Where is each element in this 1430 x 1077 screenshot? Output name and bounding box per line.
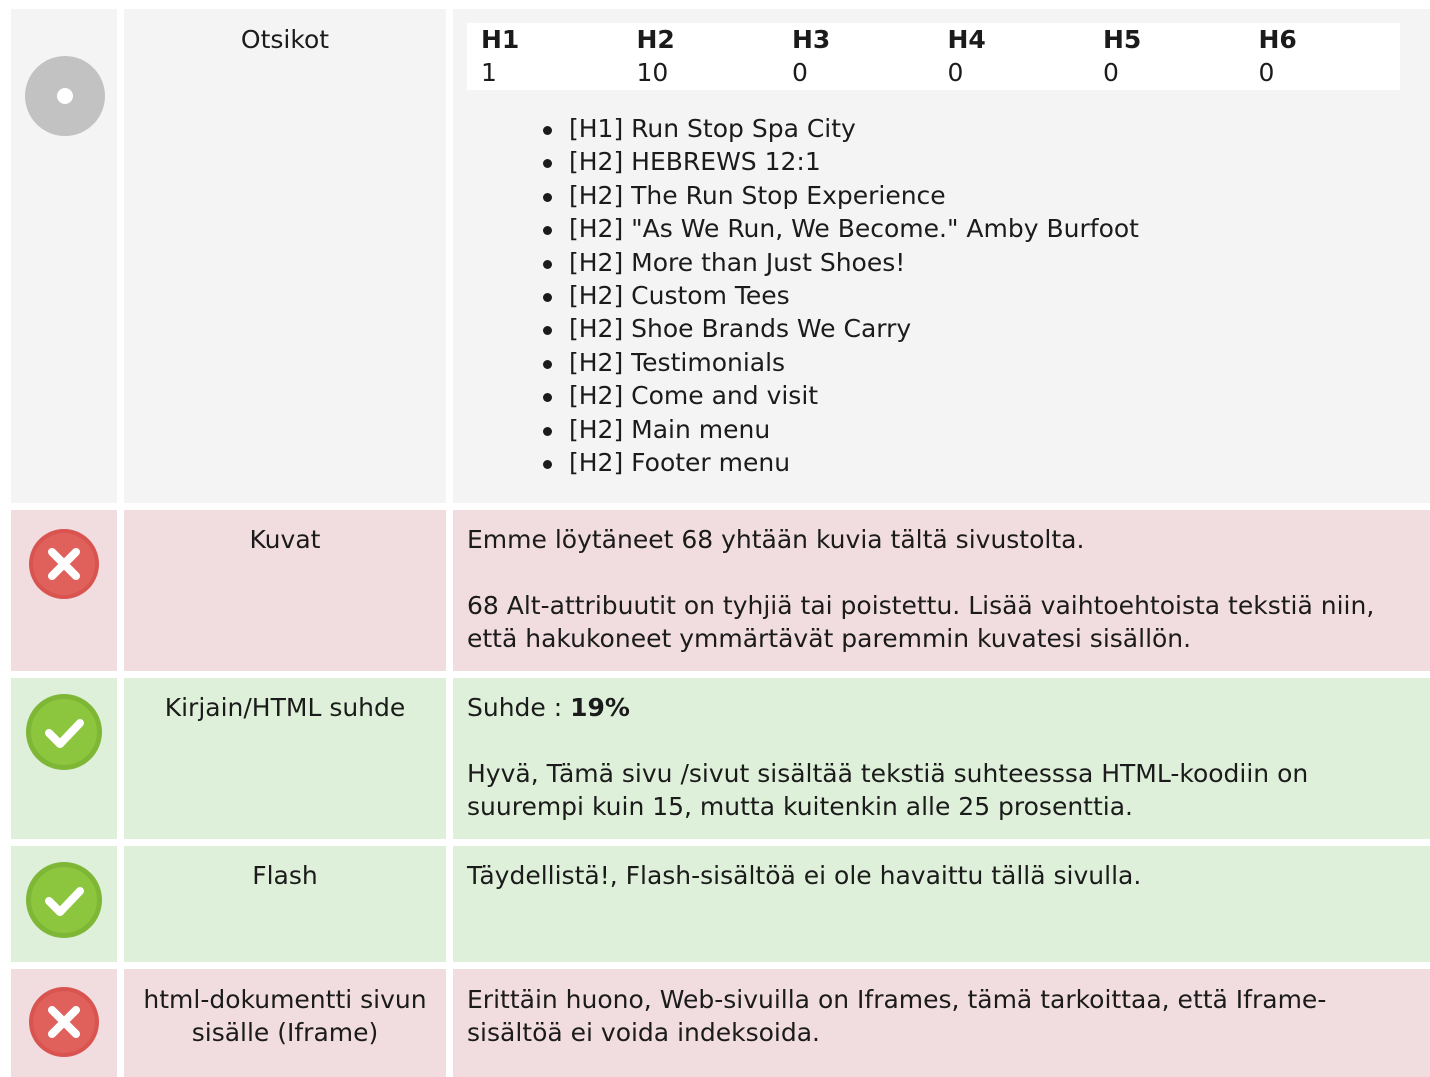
h5-header: H5 (1103, 25, 1142, 54)
h3-header: H3 (792, 25, 831, 54)
neutral-dot-icon (25, 56, 105, 136)
ratio-summary (467, 691, 1416, 724)
list-item: [H2] HEBREWS 12:1 (569, 145, 1416, 178)
list-item: [H2] Testimonials (569, 346, 1416, 379)
h6-count: 0 (1258, 58, 1275, 87)
images-detail: 68 Alt-attribuutit on tyhjiä tai poistettu. Lisää vaihtoehtoista tekstiä niin, että hakukoneet ymmärtävät paremmin kuvatesi sisällön. (467, 591, 1375, 653)
list-item: [H2] Custom Tees (569, 279, 1416, 312)
list-item: [H2] More than Just Shoes! (569, 246, 1416, 279)
h4-header: H4 (947, 25, 986, 54)
iframe-summary: Erittäin huono, Web-sivuilla on Iframes, tämä tarkoittaa, että Iframe-sisältöä ei voida indeksoida. (467, 985, 1327, 1047)
headings-list (467, 112, 1416, 479)
ratio-content (453, 678, 1430, 839)
headings-content (453, 9, 1430, 503)
list-item: [H2] Footer menu (569, 446, 1416, 479)
ratio-status-cell (11, 678, 117, 839)
headings-row (11, 9, 1430, 503)
images-row (11, 510, 1430, 671)
list-item: [H2] "As We Run, We Become." Amby Burfoot (569, 212, 1416, 245)
headings-count-table (467, 23, 1400, 90)
h6-header: H6 (1258, 25, 1297, 54)
h5-count: 0 (1103, 58, 1119, 87)
images-status-cell (11, 510, 117, 671)
ratio-value: 19% (570, 693, 630, 722)
images-label: Kuvat (124, 510, 446, 671)
ratio-label: Kirjain/HTML suhde (124, 678, 446, 839)
h3-count: 0 (792, 58, 808, 87)
h4-count: 0 (947, 58, 964, 87)
ratio-row (11, 678, 1430, 839)
images-content (453, 510, 1430, 671)
check-icon (25, 861, 103, 939)
error-x-icon (28, 986, 100, 1058)
flash-summary: Täydellistä!, Flash-sisältöä ei ole havaittu tällä sivulla. (467, 861, 1142, 890)
flash-label: Flash (124, 846, 446, 962)
h2-count: 10 (636, 58, 669, 87)
ratio-detail: Hyvä, Tämä sivu /sivut sisältää tekstiä suhteesssa HTML-koodiin on suurempi kuin 15, mutta kuitenkin alle 25 prosenttia. (467, 759, 1309, 821)
list-item: [H2] Come and visit (569, 379, 1416, 412)
images-summary: Emme löytäneet 68 yhtään kuvia tältä sivustolta. (467, 525, 1085, 554)
iframe-label: html-dokumentti sivun sisälle (Iframe) (124, 969, 446, 1077)
list-item: [H2] Main menu (569, 413, 1416, 446)
flash-row (11, 846, 1430, 962)
headings-status-cell (11, 9, 117, 503)
list-item: [H2] The Run Stop Experience (569, 179, 1416, 212)
h1-header: H1 (481, 25, 520, 54)
list-item: [H2] Shoe Brands We Carry (569, 312, 1416, 345)
h2-header: H2 (636, 25, 675, 54)
iframe-row (11, 969, 1430, 1077)
list-item: [H1] Run Stop Spa City (569, 112, 1416, 145)
iframe-status-cell (11, 969, 117, 1077)
h1-count: 1 (481, 58, 497, 87)
check-icon (25, 693, 103, 771)
flash-status-cell (11, 846, 117, 962)
iframe-content (453, 969, 1430, 1077)
error-x-icon (28, 528, 100, 600)
flash-content (453, 846, 1430, 962)
headings-label: Otsikot (124, 9, 446, 503)
ratio-prefix: Suhde : (467, 693, 571, 722)
